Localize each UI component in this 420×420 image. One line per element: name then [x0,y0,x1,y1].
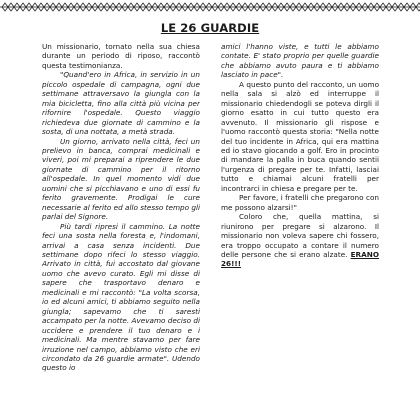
paragraph: amici l'hanno viste, e tutti le abbiamo contate. E' stato proprio per quelle guardie che abbiamo avuto paura e ti abbiamo lasciato in pace". [221,42,379,80]
paragraph: Un giorno, arrivato nella città, feci un prelievo in banca, comprai medicinali e viveri, poi mi preparai a riprendere le due giornate di cammino per il ritorno all'ospedale. In quel momento vidi due uomini che si picchiavano e uno di essi fu ferito gravemente. Prodigai le cure necessarie al ferito ed allo stesso tempo gli parlai del Signore. [42,136,200,222]
paragraph: Per favore, i fratelli che pregarono con me possono alzarsi!" [221,193,379,212]
paragraph: Un missionario, tornato nella sua chiesa durante un periodo di riposo, raccontò questa testimonianza. [42,42,200,70]
diamond-chain-border [0,1,420,14]
paragraph: A questo punto del racconto, un uomo nella sala si alzò ed interruppe il missionario chiedendogli se poteva dirgli il giorno esatto in cui tutto questo era avvenuto. Il missionario gli rispose e l'uomo raccontò questa storia: "Nella notte del tuo incidente in Africa, qui era mattina ed io stavo giocando a golf. Ero in procinto di mandare la palla in buca quando sentii l'urgenza di pregare per te. Infatti, lasciai tutto e chiamai alcuni fratelli per incontrarci in chiesa e pregare per te. [221,79,379,193]
paragraph: Più tardi ripresi il cammino. La notte feci una sosta nella foresta e, l'indomani, arrivai a casa senza incidenti. Due settimane dopo rifeci lo stesso viaggio. Arrivato in città, fui accostato dal giovane uomo che avevo curato. Egli mi disse di sapere che trasportavo denaro e medicinali e mi raccontò: "La volta scorsa, io ed alcuni amici, ti abbiamo seguito nella giungla; sapevamo che ti saresti accampato per la notte. Avevamo deciso di uccidere e prendere il tuo denaro e i medicinali. Ma mentre stavamo per fare irruzione nel campo, abbiamo visto che eri circondato da 26 guardie armate". Udendo questo io [42,221,200,373]
closing-statement: ERANO 26!!! [221,249,379,269]
page-title: LE 26 GUARDIE [160,21,260,35]
left-column [42,42,200,420]
paragraph: "Quand'ero in Africa, in servizio in un piccolo ospedale di campagna, ogni due settimane attraversavo la giungla con la mia bicicletta, fino alla città più vicina per rifornire l'ospedale. Questo viaggio richiedeva due giornate di cammino e la sosta, di una nottata, a metà strada. [42,70,200,137]
paragraph: Coloro che, quella mattina, si riunirono per pregare si alzarono. Il missionario non voleva sapere chi fossero, era troppo occupato a contare il numero delle persone che si erano alzate. ERANO 26!!! [221,212,379,269]
right-column [221,42,379,420]
decorative-border [0,0,420,14]
